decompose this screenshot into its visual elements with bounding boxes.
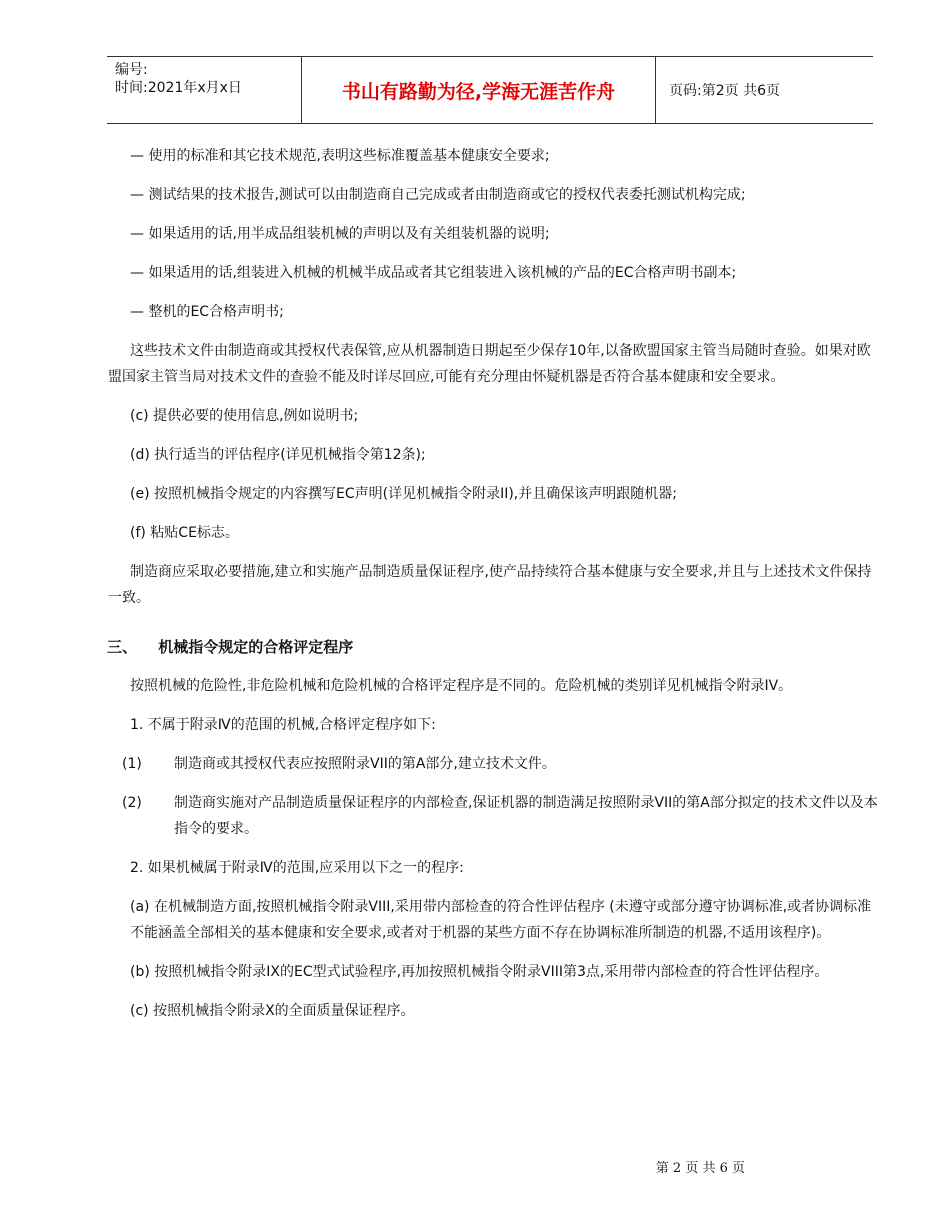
section-heading xyxy=(107,634,882,660)
header-motto: 书山有路勤为径,学海无涯苦作舟 xyxy=(341,80,616,103)
option-b: (b) 按照机械指令附录IX的EC型式试验程序,再加按照机械指令附录VIII第3点,采用带内部检查的符合性评估程序。 xyxy=(130,964,829,980)
dash-item: — 整机的EC合格声明书; xyxy=(130,304,284,320)
list-item-1: 1. 不属于附录Ⅳ的范围的机械,合格评定程序如下: xyxy=(130,717,436,733)
sub-item-number: (2) xyxy=(122,795,142,811)
header-page-label: 页码:第2页 共6页 xyxy=(669,83,780,99)
sub-item-text: 制造商实施对产品制造质量保证程序的内部检查,保证机器的制造满足按照附录VII的第A部分拟定的技术文件以及本指令的要求。 xyxy=(174,795,878,837)
document-time-label: 时间:2021年x月x日 xyxy=(115,80,242,96)
document-number-label: 编号: xyxy=(115,62,148,78)
section-intro: 按照机械的危险性,非危险机械和危险机械的合格评定程序是不同的。危险机械的类别详见机械指令附录IV。 xyxy=(130,678,793,694)
header-meta xyxy=(115,61,305,97)
option-c: (c) 按照机械指令附录X的全面质量保证程序。 xyxy=(130,1003,415,1019)
sub-item-2 xyxy=(122,790,882,842)
step-item: (d) 执行适当的评估程序(详见机械指令第12条); xyxy=(130,447,426,463)
retention-paragraph: 这些技术文件由制造商或其授权代表保管,应从机器制造日期起至少保存10年,以备欧盟国家主管当局随时查验。如果对欧盟国家主管当局对技术文件的查验不能及时详尽回应,可能有充分理由怀疑机器是否符合基本健康和安全要求。 xyxy=(108,343,871,385)
list-item-2: 2. 如果机械属于附录Ⅳ的范围,应采用以下之一的程序: xyxy=(130,860,464,876)
option-a: (a) 在机械制造方面,按照机械指令附录VIII,采用带内部检查的符合性评估程序 (未遵守或部分遵守协调标准,或者协调标准不能涵盖全部相关的基本健康和安全要求,或者对于机器的某些方面不存在协调标准所制造的机器,不适用该程序)。 xyxy=(130,899,872,941)
dash-item: — 使用的标准和其它技术规范,表明这些标准覆盖基本健康安全要求; xyxy=(130,148,550,164)
section-number: 三、 xyxy=(107,638,138,656)
page-footer xyxy=(0,1157,950,1176)
dash-item: — 如果适用的话,用半成品组装机械的声明以及有关组装机器的说明; xyxy=(130,226,550,242)
dash-item: — 如果适用的话,组装进入机械的机械半成品或者其它组装进入该机械的产品的EC合格声明书副本; xyxy=(130,265,737,281)
header-divider xyxy=(655,57,656,123)
step-item: (e) 按照机械指令规定的内容撰写EC声明(详见机械指令附录II),并且确保该声明跟随机器; xyxy=(130,486,677,502)
section-title: 机械指令规定的合格评定程序 xyxy=(158,638,354,656)
footer-page-number: 第 2 页 共 6 页 xyxy=(655,1161,745,1176)
sub-item-1 xyxy=(122,751,882,777)
dash-item: — 测试结果的技术报告,测试可以由制造商自己完成或者由制造商或它的授权代表委托测试机构完成; xyxy=(130,187,746,203)
page-header xyxy=(107,56,873,124)
sub-item-text: 制造商或其授权代表应按照附录VII的第A部分,建立技术文件。 xyxy=(174,756,556,772)
step-item: (f) 粘贴CE标志。 xyxy=(130,525,239,541)
step-item: (c) 提供必要的使用信息,例如说明书; xyxy=(130,408,359,424)
sub-item-number: (1) xyxy=(122,756,142,772)
document-body xyxy=(107,143,882,1037)
quality-paragraph: 制造商应采取必要措施,建立和实施产品制造质量保证程序,使产品持续符合基本健康与安全要求,并且与上述技术文件保持一致。 xyxy=(108,564,872,606)
